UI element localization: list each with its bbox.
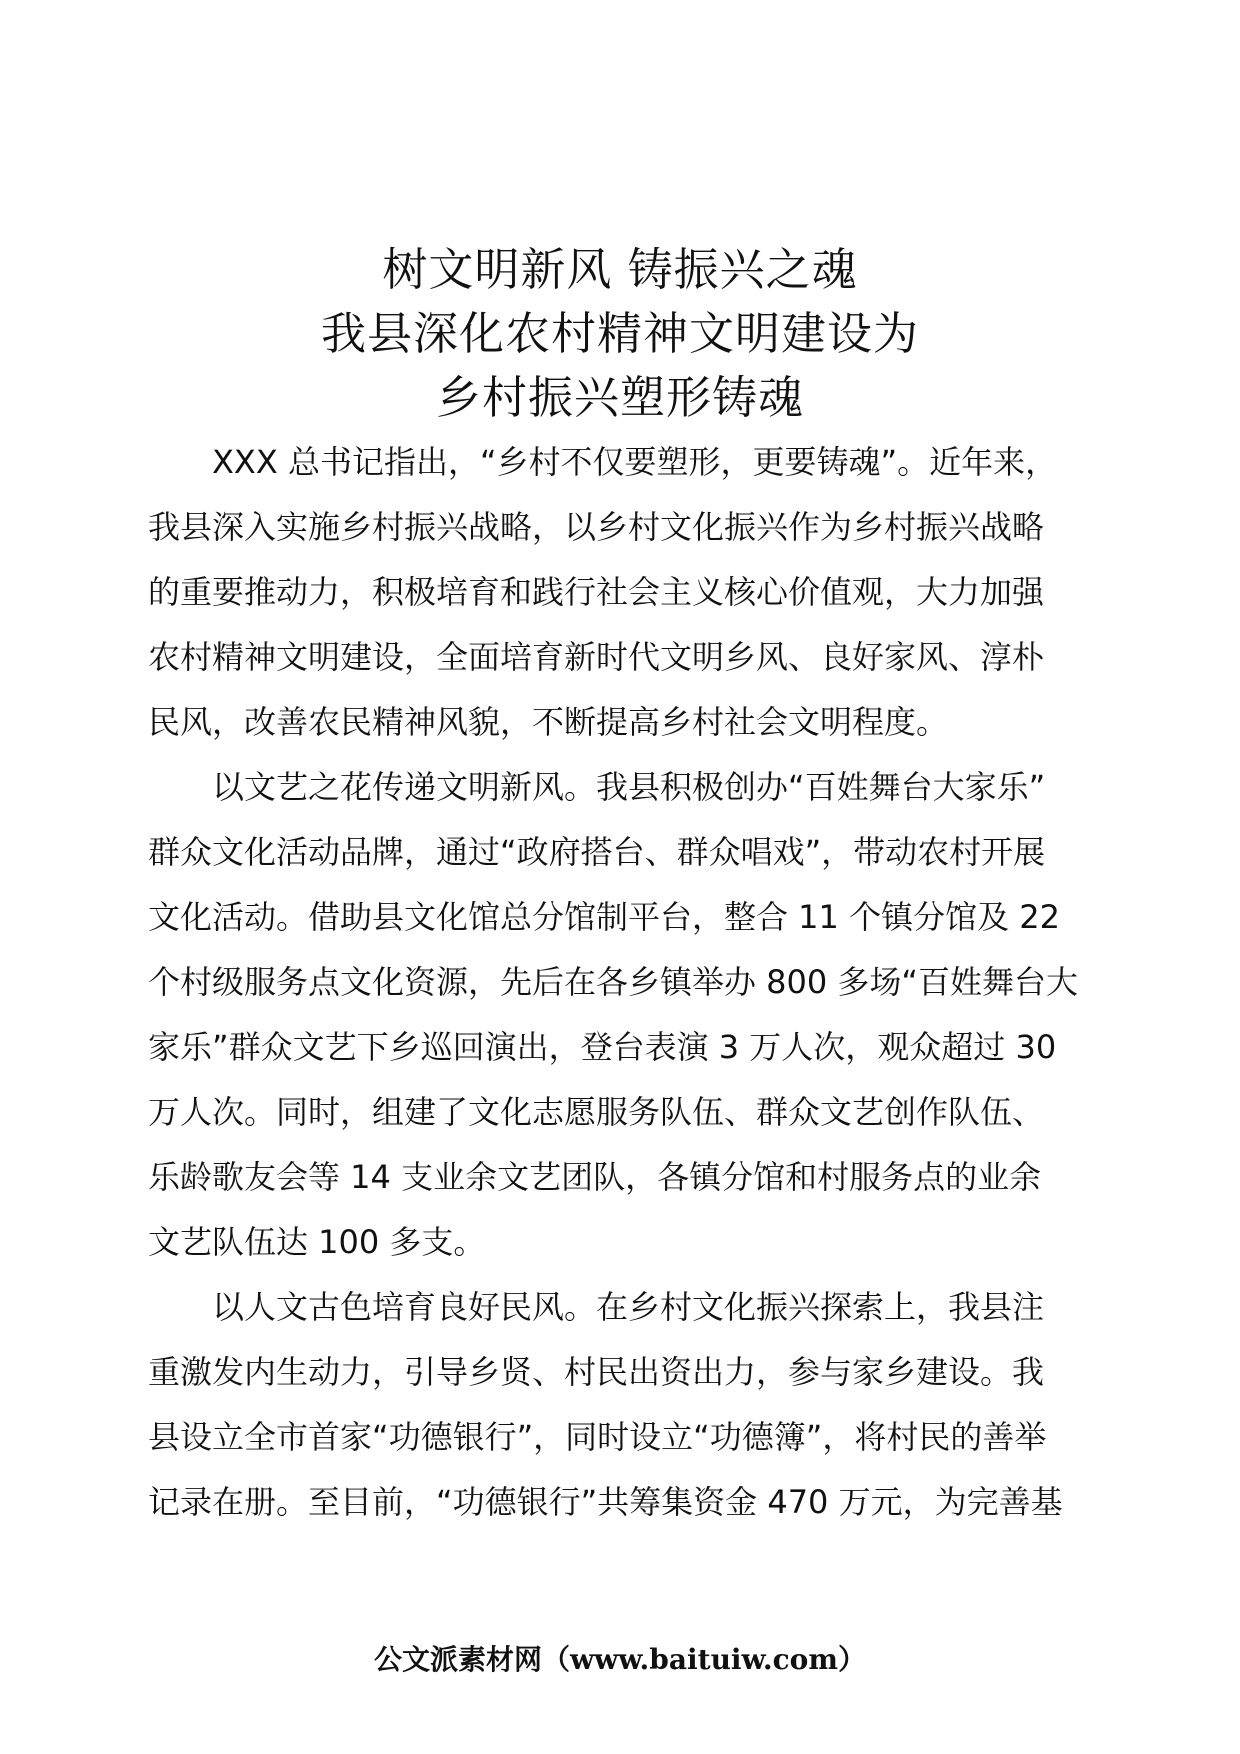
text-line: 我县深入实施乡村振兴战略，以乡村文化振兴作为乡村振兴战略 — [148, 508, 1045, 546]
paragraph-arts — [148, 755, 1098, 1275]
text-line: 重激发内生动力，引导乡贤、村民出资出力，参与家乡建设。我 — [148, 1353, 1045, 1391]
text-line: 县设立全市首家“功德银行”，同时设立“功德簿”，将村民的善举 — [148, 1418, 1047, 1456]
text-line: 文化活动。借助县文化馆总分馆制平台，整合 11 个镇分馆及 22 — [148, 898, 1060, 936]
text-line: 以文艺之花传递文明新风。我县积极创办“百姓舞台大家乐” — [148, 768, 1046, 806]
text-line: 以人文古色培育良好民风。在乡村文化振兴探索上，我县注 — [148, 1288, 1045, 1326]
paragraph-intro — [148, 430, 1098, 755]
title-line: 我县深化农村精神文明建设为 — [320, 307, 919, 360]
text-line: 群众文化活动品牌，通过“政府搭台、群众唱戏”，带动农村开展 — [148, 833, 1046, 871]
text-line: 个村级服务点文化资源，先后在各乡镇举办 800 多场“百姓舞台大 — [148, 963, 1079, 1001]
text-line: 民风，改善农民精神风貌，不断提高乡村社会文明程度。 — [148, 703, 949, 741]
title-line: 树文明新风 铸振兴之魂 — [382, 243, 858, 296]
text-line: 农村精神文明建设，全面培育新时代文明乡风、良好家风、淳朴 — [148, 638, 1045, 676]
text-line: 万人次。同时，组建了文化志愿服务队伍、群众文艺创作队伍、 — [148, 1093, 1045, 1131]
text-line: XXX 总书记指出，“乡村不仅要塑形，更要铸魂”。近年来， — [148, 443, 1058, 481]
text-line: 乐龄歌友会等 14 支业余文艺团队，各镇分馆和村服务点的业余 — [148, 1158, 1042, 1196]
document-body — [148, 430, 1098, 1535]
title-line: 乡村振兴塑形铸魂 — [435, 371, 804, 424]
text-line: 家乐”群众文艺下乡巡回演出，登台表演 3 万人次，观众超过 30 — [148, 1028, 1057, 1066]
text-line: 文艺队伍达 100 多支。 — [148, 1223, 486, 1261]
paragraph-culture — [148, 1275, 1098, 1535]
footer-source: 公文派素材网（www.baituiw.com） — [374, 1643, 866, 1676]
text-line: 的重要推动力，积极培育和践行社会主义核心价值观，大力加强 — [148, 573, 1045, 611]
text-line: 记录在册。至目前，“功德银行”共筹集资金 470 万元，为完善基 — [148, 1483, 1063, 1521]
document-title — [0, 238, 1240, 430]
